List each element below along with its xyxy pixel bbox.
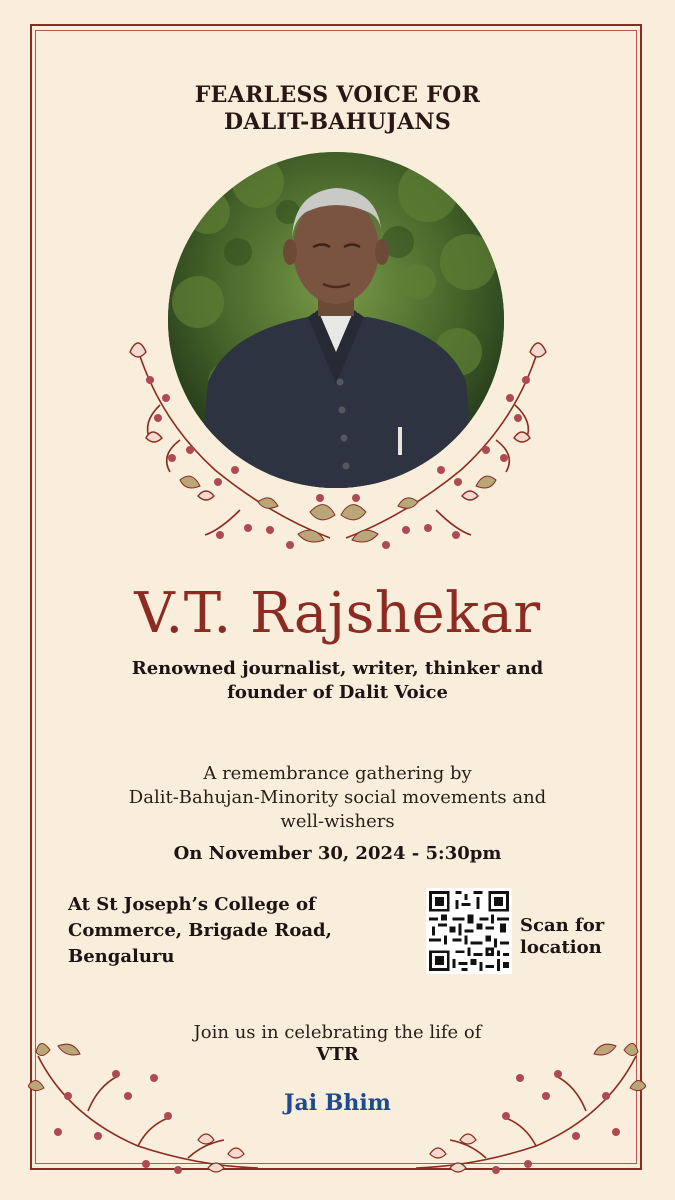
headline: [0, 82, 675, 136]
event-date-time: On November 30, 2024 - 5:30pm: [173, 843, 502, 864]
scan-label: [520, 915, 620, 959]
vtr-label: VTR: [316, 1044, 359, 1065]
headline-line-2: DALIT-BAHUJANS: [223, 109, 452, 135]
scan-line-2: location: [520, 937, 602, 958]
salutation: Jai Bhim: [284, 1090, 391, 1116]
floral-sprig-right: [406, 1036, 646, 1176]
join-text: Join us in celebrating the life of: [193, 1022, 482, 1043]
person-name: V.T. Rajshekar: [134, 581, 541, 646]
description-line-2: founder of Dalit Voice: [227, 682, 448, 703]
event-description: [40, 762, 635, 834]
venue-line-1: At St Joseph’s College of: [68, 894, 316, 915]
venue-address: [68, 892, 388, 970]
floral-wreath: [120, 330, 556, 560]
event-line-2: Dalit-Bahujan-Minority social movements and: [128, 787, 547, 808]
description-line-1: Renowned journalist, writer, thinker and: [131, 658, 544, 679]
event-line-3: well-wishers: [280, 811, 395, 832]
venue-line-2: Commerce, Brigade Road,: [68, 920, 332, 941]
venue-line-3: Bengaluru: [68, 946, 175, 967]
scan-line-1: Scan for: [520, 915, 605, 936]
location-qr-code[interactable]: [426, 888, 512, 974]
person-description: [60, 657, 615, 705]
headline-line-1: FEARLESS VOICE FOR: [194, 82, 481, 108]
floral-sprig-left: [28, 1036, 268, 1176]
event-line-1: A remembrance gathering by: [203, 763, 472, 784]
